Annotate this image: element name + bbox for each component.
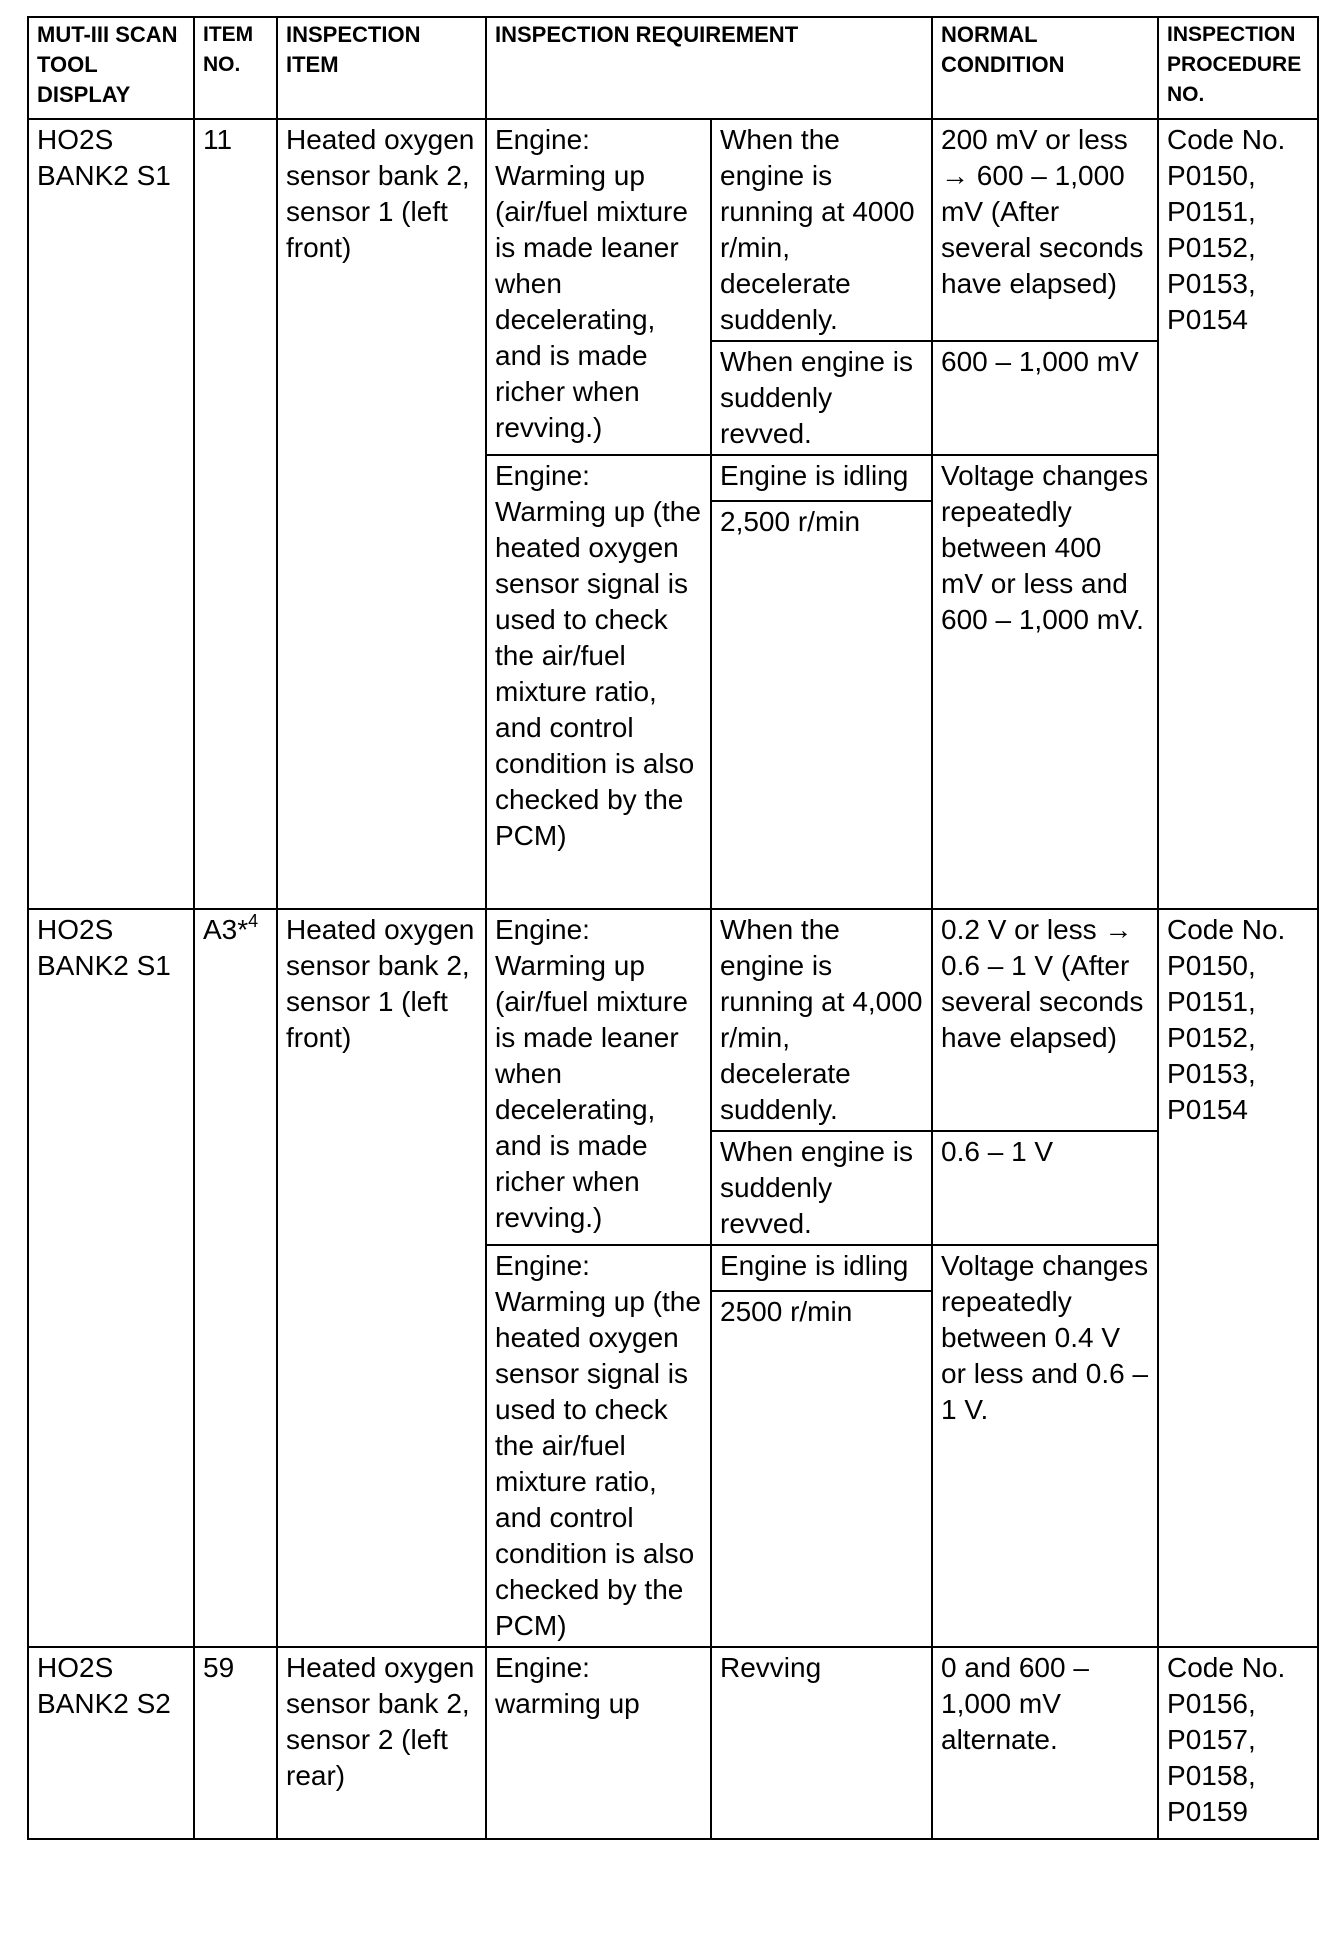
requirement-cell: Engine: Warming up (air/fuel mixture is made leaner when decelerating, and is made richer when revving.) bbox=[486, 909, 711, 1245]
normal-condition-cell: 0 and 600 – 1,000 mV alternate. bbox=[932, 1647, 1158, 1839]
normal-condition-cell: Voltage changes repeatedly between 400 mV or less and 600 – 1,000 mV. bbox=[932, 455, 1158, 909]
normal-condition-cell: 600 – 1,000 mV bbox=[932, 341, 1158, 455]
condition-filler bbox=[711, 542, 932, 909]
condition-cell: 2500 r/min bbox=[711, 1291, 932, 1382]
item-no-superscript: 4 bbox=[248, 910, 259, 931]
condition-cell: Engine is idling bbox=[711, 1245, 932, 1291]
condition-cell: When the engine is running at 4000 r/min, decelerate suddenly. bbox=[711, 119, 932, 341]
header-normal-condition: NORMAL CONDITION bbox=[932, 17, 1158, 119]
condition-cell: 2,500 r/min bbox=[711, 501, 932, 542]
requirement-cell: Engine: Warming up (the heated oxygen sensor signal is used to check the air/fuel mixture ratio, and control condition is also checked by the PCM) bbox=[486, 1245, 711, 1647]
display-cell: HO2S BANK2 S2 bbox=[28, 1647, 194, 1839]
procedure-cell: Code No. P0150, P0151, P0152, P0153, P0154 bbox=[1158, 119, 1318, 909]
display-cell: HO2S BANK2 S1 bbox=[28, 909, 194, 1647]
procedure-cell: Code No. P0156, P0157, P0158, P0159 bbox=[1158, 1647, 1318, 1839]
requirement-cell: Engine: Warming up (the heated oxygen sensor signal is used to check the air/fuel mixture ratio, and control condition is also checked by the PCM) bbox=[486, 455, 711, 909]
header-procedure-no: INSPECTION PROCEDURE NO. bbox=[1158, 17, 1318, 119]
condition-cell: Revving bbox=[711, 1647, 932, 1839]
condition-cell: Engine is idling bbox=[711, 455, 932, 501]
table-row bbox=[28, 119, 1318, 341]
header-inspection-item: INSPECTION ITEM bbox=[277, 17, 486, 119]
requirement-cell: Engine: warming up bbox=[486, 1647, 711, 1839]
inspection-item-cell: Heated oxygen sensor bank 2, sensor 1 (left front) bbox=[277, 909, 486, 1647]
condition-cell: When engine is suddenly revved. bbox=[711, 341, 932, 455]
condition-cell: When the engine is running at 4,000 r/min, decelerate suddenly. bbox=[711, 909, 932, 1131]
header-inspection-requirement: INSPECTION REQUIREMENT bbox=[486, 17, 932, 119]
item-no-cell: 59 bbox=[194, 1647, 277, 1839]
item-no-cell bbox=[194, 909, 277, 1647]
display-cell: HO2S BANK2 S1 bbox=[28, 119, 194, 909]
header-display: MUT-III SCAN TOOL DISPLAY bbox=[28, 17, 194, 119]
header-row bbox=[28, 17, 1318, 119]
table-row bbox=[28, 909, 1318, 1131]
inspection-table bbox=[27, 16, 1319, 1840]
item-no-cell: 11 bbox=[194, 119, 277, 909]
item-no-text: A3* bbox=[203, 914, 249, 945]
normal-condition-cell: 0.2 V or less → 0.6 – 1 V (After several seconds have elapsed) bbox=[932, 909, 1158, 1131]
requirement-cell: Engine: Warming up (air/fuel mixture is made leaner when decelerating, and is made richer when revving.) bbox=[486, 119, 711, 455]
normal-condition-cell: 200 mV or less → 600 – 1,000 mV (After several seconds have elapsed) bbox=[932, 119, 1158, 341]
normal-condition-cell: Voltage changes repeatedly between 0.4 V or less and 0.6 – 1 V. bbox=[932, 1245, 1158, 1647]
condition-cell: When engine is suddenly revved. bbox=[711, 1131, 932, 1245]
table-row bbox=[28, 1647, 1318, 1839]
normal-condition-cell: 0.6 – 1 V bbox=[932, 1131, 1158, 1245]
inspection-item-cell: Heated oxygen sensor bank 2, sensor 1 (left front) bbox=[277, 119, 486, 909]
condition-filler bbox=[711, 1382, 932, 1647]
procedure-cell: Code No. P0150, P0151, P0152, P0153, P0154 bbox=[1158, 909, 1318, 1647]
inspection-item-cell: Heated oxygen sensor bank 2, sensor 2 (left rear) bbox=[277, 1647, 486, 1839]
header-item-no: ITEM NO. bbox=[194, 17, 277, 119]
